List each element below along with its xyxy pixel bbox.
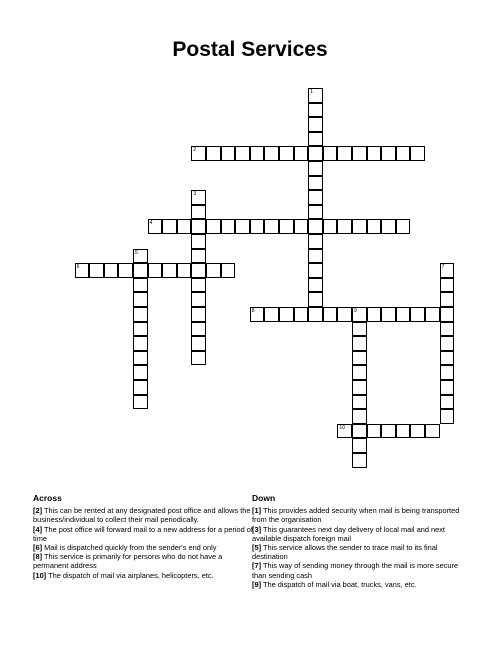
- grid-cell[interactable]: [162, 263, 177, 278]
- grid-cell[interactable]: [118, 263, 133, 278]
- grid-cell[interactable]: [133, 365, 148, 380]
- grid-cell[interactable]: [352, 438, 367, 453]
- clue-text: This can be rented at any designated post office and allows the business/individual to collect their mail periodically.: [33, 506, 251, 525]
- grid-cell[interactable]: [191, 263, 206, 278]
- grid-cell[interactable]: [337, 424, 352, 439]
- down-clue: [252, 506, 467, 524]
- grid-cell[interactable]: [308, 249, 323, 264]
- grid-cell[interactable]: [191, 219, 206, 234]
- grid-cell[interactable]: [133, 322, 148, 337]
- grid-cell[interactable]: [410, 146, 425, 161]
- clue-number: 5: [135, 249, 138, 256]
- grid-cell[interactable]: [133, 351, 148, 366]
- grid-cell[interactable]: [191, 205, 206, 220]
- grid-cell[interactable]: [191, 278, 206, 293]
- grid-cell[interactable]: [191, 234, 206, 249]
- clue-text: This service is primarily for persons who do not have a permanent address: [33, 552, 223, 571]
- grid-cell[interactable]: [206, 146, 221, 161]
- grid-cell[interactable]: [191, 190, 206, 205]
- grid-cell[interactable]: [177, 219, 192, 234]
- grid-cell[interactable]: [440, 351, 455, 366]
- grid-cell[interactable]: [191, 351, 206, 366]
- page-title: Postal Services: [172, 38, 328, 61]
- grid-cell[interactable]: [396, 219, 411, 234]
- grid-cell[interactable]: [337, 146, 352, 161]
- grid-cell[interactable]: [352, 146, 367, 161]
- grid-cell[interactable]: [323, 307, 338, 322]
- clue-number-label: [10]: [33, 570, 47, 580]
- grid-cell[interactable]: [235, 146, 250, 161]
- clue-text: The post office will forward mail to a new address for a period of time: [33, 524, 253, 543]
- grid-cell[interactable]: [440, 263, 455, 278]
- grid-cell[interactable]: [381, 424, 396, 439]
- grid-cell[interactable]: [133, 249, 148, 264]
- grid-cell[interactable]: [352, 453, 367, 468]
- grid-cell[interactable]: [440, 380, 455, 395]
- across-clue: [33, 571, 255, 580]
- clue-text: This way of sending money through the mail is more secure than sending cash: [252, 561, 459, 580]
- grid-cell[interactable]: [133, 380, 148, 395]
- grid-cell[interactable]: [294, 219, 309, 234]
- grid-cell[interactable]: [352, 219, 367, 234]
- across-clue: [33, 543, 255, 552]
- grid-cell[interactable]: [367, 424, 382, 439]
- grid-cell[interactable]: [89, 263, 104, 278]
- grid-cell[interactable]: [308, 176, 323, 191]
- grid-cell[interactable]: [264, 146, 279, 161]
- grid-cell[interactable]: [410, 424, 425, 439]
- grid-cell[interactable]: [396, 424, 411, 439]
- grid-cell[interactable]: [323, 146, 338, 161]
- clue-number: 3: [193, 191, 197, 198]
- down-clue: [252, 561, 467, 579]
- down-clue: [252, 580, 467, 589]
- grid-cell[interactable]: [352, 307, 367, 322]
- grid-cell[interactable]: [352, 409, 367, 424]
- grid-cell[interactable]: [308, 292, 323, 307]
- grid-cell[interactable]: [352, 336, 367, 351]
- grid-cell[interactable]: [425, 424, 440, 439]
- clue-number: 9: [354, 308, 357, 314]
- grid-cell[interactable]: [308, 234, 323, 249]
- grid-cell[interactable]: [133, 292, 148, 307]
- grid-cell[interactable]: [440, 336, 455, 351]
- grid-cell[interactable]: [308, 132, 323, 147]
- clue-number-label: [5]: [252, 543, 262, 553]
- grid-cell[interactable]: [352, 424, 367, 439]
- grid-cell[interactable]: [250, 146, 265, 161]
- clue-number: 2: [193, 147, 197, 154]
- grid-cell[interactable]: [75, 263, 90, 278]
- grid-cell[interactable]: [440, 278, 455, 293]
- grid-cell[interactable]: [191, 249, 206, 264]
- grid-cell[interactable]: [264, 307, 279, 322]
- clue-text: Mail is dispatched quickly from the sender's end only: [42, 543, 217, 553]
- grid-cell[interactable]: [352, 351, 367, 366]
- grid-cell[interactable]: [381, 307, 396, 322]
- grid-cell[interactable]: [381, 219, 396, 234]
- grid-cell[interactable]: [396, 307, 411, 322]
- grid-cell[interactable]: [221, 146, 236, 161]
- grid-cell[interactable]: [279, 219, 294, 234]
- grid-cell[interactable]: [308, 307, 323, 322]
- grid-cell[interactable]: [352, 322, 367, 337]
- grid-cell[interactable]: [221, 219, 236, 234]
- grid-cell[interactable]: [279, 146, 294, 161]
- grid-cell[interactable]: [133, 307, 148, 322]
- clue-number-label: [9]: [252, 579, 262, 589]
- grid-cell[interactable]: [177, 263, 192, 278]
- grid-cell[interactable]: [250, 307, 265, 322]
- grid-cell[interactable]: [191, 146, 206, 161]
- grid-cell[interactable]: [191, 307, 206, 322]
- clue-text: This service allows the sender to trace mail to its final destination: [252, 543, 438, 562]
- clue-number-label: [4]: [33, 524, 43, 534]
- grid-cell[interactable]: [279, 307, 294, 322]
- grid-cell[interactable]: [235, 219, 250, 234]
- clue-number: 7: [441, 264, 445, 271]
- grid-cell[interactable]: [440, 365, 455, 380]
- down-heading: Down: [252, 493, 276, 503]
- grid-cell[interactable]: [367, 219, 382, 234]
- grid-cell[interactable]: [133, 278, 148, 293]
- grid-cell[interactable]: [148, 263, 163, 278]
- clue-number: 8: [251, 308, 255, 314]
- grid-cell[interactable]: [264, 219, 279, 234]
- grid-cell[interactable]: [104, 263, 119, 278]
- grid-cell[interactable]: [440, 395, 455, 410]
- across-clue-list: [33, 506, 255, 580]
- grid-cell[interactable]: [440, 292, 455, 307]
- clue-number-label: [1]: [252, 506, 262, 516]
- down-clue: [252, 525, 467, 543]
- grid-cell[interactable]: [396, 146, 411, 161]
- grid-cell[interactable]: [133, 395, 148, 410]
- grid-cell[interactable]: [191, 336, 206, 351]
- clue-text: This guarantees next day delivery of local mail and next available dispatch foreign mail: [252, 524, 445, 543]
- grid-cell[interactable]: [294, 307, 309, 322]
- clue-number: 4: [149, 220, 153, 227]
- grid-cell[interactable]: [133, 336, 148, 351]
- clue-number: 6: [76, 264, 80, 271]
- grid-cell[interactable]: [308, 88, 323, 103]
- grid-cell[interactable]: [308, 190, 323, 205]
- grid-cell[interactable]: [425, 307, 440, 322]
- clue-number: 1: [310, 89, 313, 95]
- across-clue: [33, 506, 255, 524]
- down-clue-list: [252, 506, 467, 589]
- grid-cell[interactable]: [308, 146, 323, 161]
- clue-text: The dispatch of mail via airplanes, helicopters, etc.: [46, 570, 214, 580]
- across-clue: [33, 552, 255, 570]
- down-clues: [252, 494, 467, 589]
- grid-cell[interactable]: [206, 219, 221, 234]
- clue-number-label: [7]: [252, 561, 262, 571]
- grid-cell[interactable]: [308, 278, 323, 293]
- clue-text: This provides added security when mail is being transported from the organisation: [252, 506, 460, 525]
- grid-cell[interactable]: [308, 263, 323, 278]
- grid-cell[interactable]: [352, 365, 367, 380]
- grid-cell[interactable]: [294, 146, 309, 161]
- grid-cell[interactable]: [308, 205, 323, 220]
- grid-cell[interactable]: [308, 117, 323, 132]
- grid-cell[interactable]: [206, 263, 221, 278]
- clue-number-label: [3]: [252, 524, 262, 534]
- clue-number-label: [2]: [33, 506, 43, 516]
- grid-cell[interactable]: [323, 219, 338, 234]
- clue-number-label: [6]: [33, 543, 43, 553]
- grid-cell[interactable]: [410, 307, 425, 322]
- grid-cell[interactable]: [352, 380, 367, 395]
- across-clues: [33, 494, 255, 580]
- grid-cell[interactable]: [440, 307, 455, 322]
- grid-cell[interactable]: [191, 292, 206, 307]
- grid-cell[interactable]: [381, 146, 396, 161]
- grid-cell[interactable]: [367, 146, 382, 161]
- clue-number-label: [8]: [33, 552, 43, 562]
- grid-cell[interactable]: [221, 263, 236, 278]
- down-clue: [252, 543, 467, 561]
- grid-cell[interactable]: [337, 219, 352, 234]
- grid-cell[interactable]: [250, 219, 265, 234]
- grid-cell[interactable]: [148, 219, 163, 234]
- clue-text: The dispatch of mail via boat, trucks, vans, etc.: [261, 579, 417, 589]
- grid-cell[interactable]: [367, 307, 382, 322]
- across-heading: Across: [33, 493, 62, 503]
- grid-cell[interactable]: [440, 409, 455, 424]
- grid-cell[interactable]: [191, 322, 206, 337]
- grid-cell[interactable]: [308, 219, 323, 234]
- grid-cell[interactable]: [308, 161, 323, 176]
- grid-cell[interactable]: [337, 307, 352, 322]
- grid-cell[interactable]: [133, 263, 148, 278]
- grid-cell[interactable]: [440, 322, 455, 337]
- grid-cell[interactable]: [162, 219, 177, 234]
- grid-cell[interactable]: [308, 103, 323, 118]
- clue-number: 10: [339, 424, 345, 431]
- grid-cell[interactable]: [352, 395, 367, 410]
- across-clue: [33, 525, 255, 543]
